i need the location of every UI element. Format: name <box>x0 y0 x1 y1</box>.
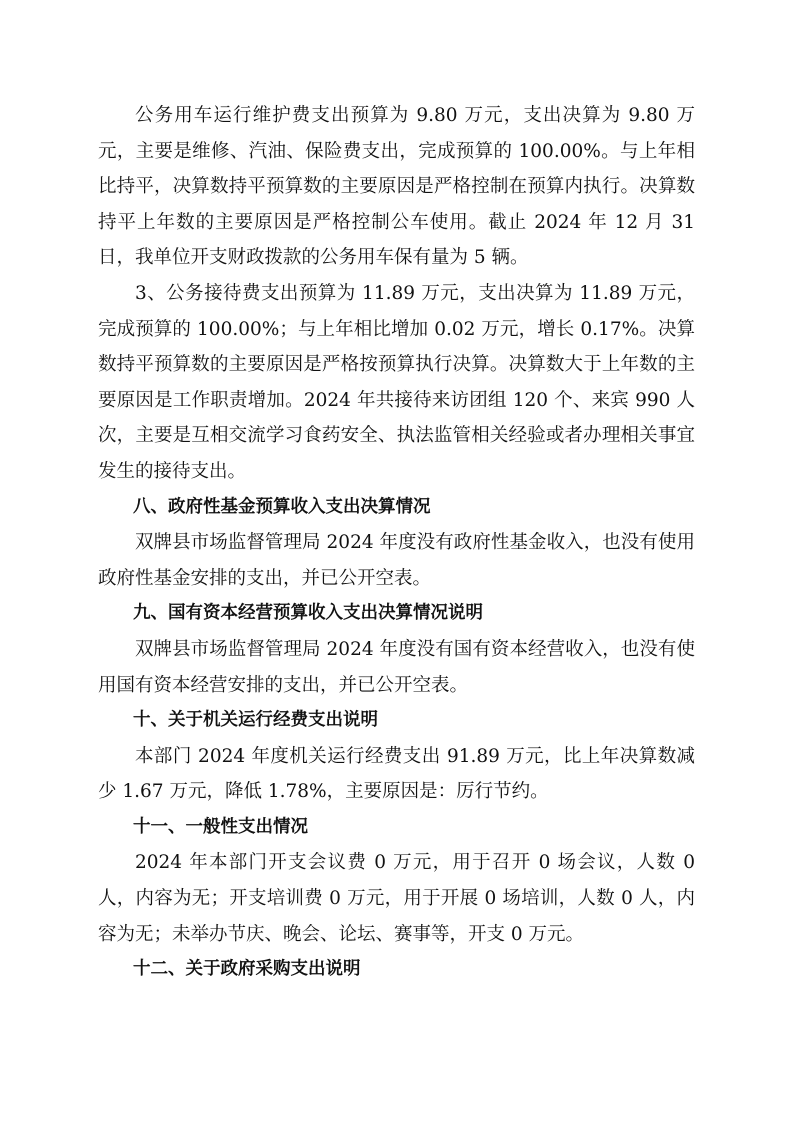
paragraph-state-capital: 双牌县市场监督管理局 2024 年度没有国有资本经营收入，也没有使用国有资本经营安排的支出，并已公开空表。 <box>98 638 695 696</box>
paragraph-vehicle-maintenance: 公务用车运行维护费支出预算为 9.80 万元，支出决算为 9.80 万元，主要是维修、汽油、保险费支出，完成预算的 100.00%。与上年相比持平，决算数持平预算数的主要原因是严格控制在预算内执行。决算数持平上年数的主要原因是严格控制公车使用。截止 2024 年 12 月 31 日，我单位开支财政拨款的公务用车保有量为 5 辆。 <box>98 105 695 269</box>
paragraph-general-expense: 2024 年本部门开支会议费 0 万元，用于召开 0 场会议，人数 0 人，内容为无；开支培训费 0 万元，用于开展 0 场培训，人数 0 人，内容为无；未举办节庆、晚会、论坛、赛事等，开支 0 万元。 <box>98 852 695 945</box>
heading-government-fund: 八、政府性基金预算收入支出决算情况 <box>133 496 431 517</box>
heading-operating-expense: 十、关于机关运行经费支出说明 <box>133 710 378 731</box>
paragraph-government-fund: 双牌县市场监督管理局 2024 年度没有政府性基金收入，也没有使用政府性基金安排的支出，并已公开空表。 <box>98 532 695 589</box>
heading-general-expense: 十一、一般性支出情况 <box>133 816 308 837</box>
paragraph-reception-expense: 3、公务接待费支出预算为 11.89 万元，支出决算为 11.89 万元，完成预算的 100.00%；与上年相比增加 0.02 万元，增长 0.17%。决算数持平预算数的主要原因是严格按预算执行决算。决算数大于上年数的主要原因是工作职责增加。2024 年共接待来访团组 120 个、来宾 990 人次，主要是互相交流学习食药安全、执法监管相关经验或者办理相关事宜发生的接待支出。 <box>98 282 695 482</box>
paragraph-operating-expense: 本部门 2024 年度机关运行经费支出 91.89 万元，比上年决算数减少 1.67 万元，降低 1.78%，主要原因是：厉行节约。 <box>98 745 695 803</box>
heading-procurement: 十二、关于政府采购支出说明 <box>133 959 361 980</box>
heading-state-capital: 九、国有资本经营预算收入支出决算情况说明 <box>133 603 483 624</box>
document-body <box>98 98 695 988</box>
